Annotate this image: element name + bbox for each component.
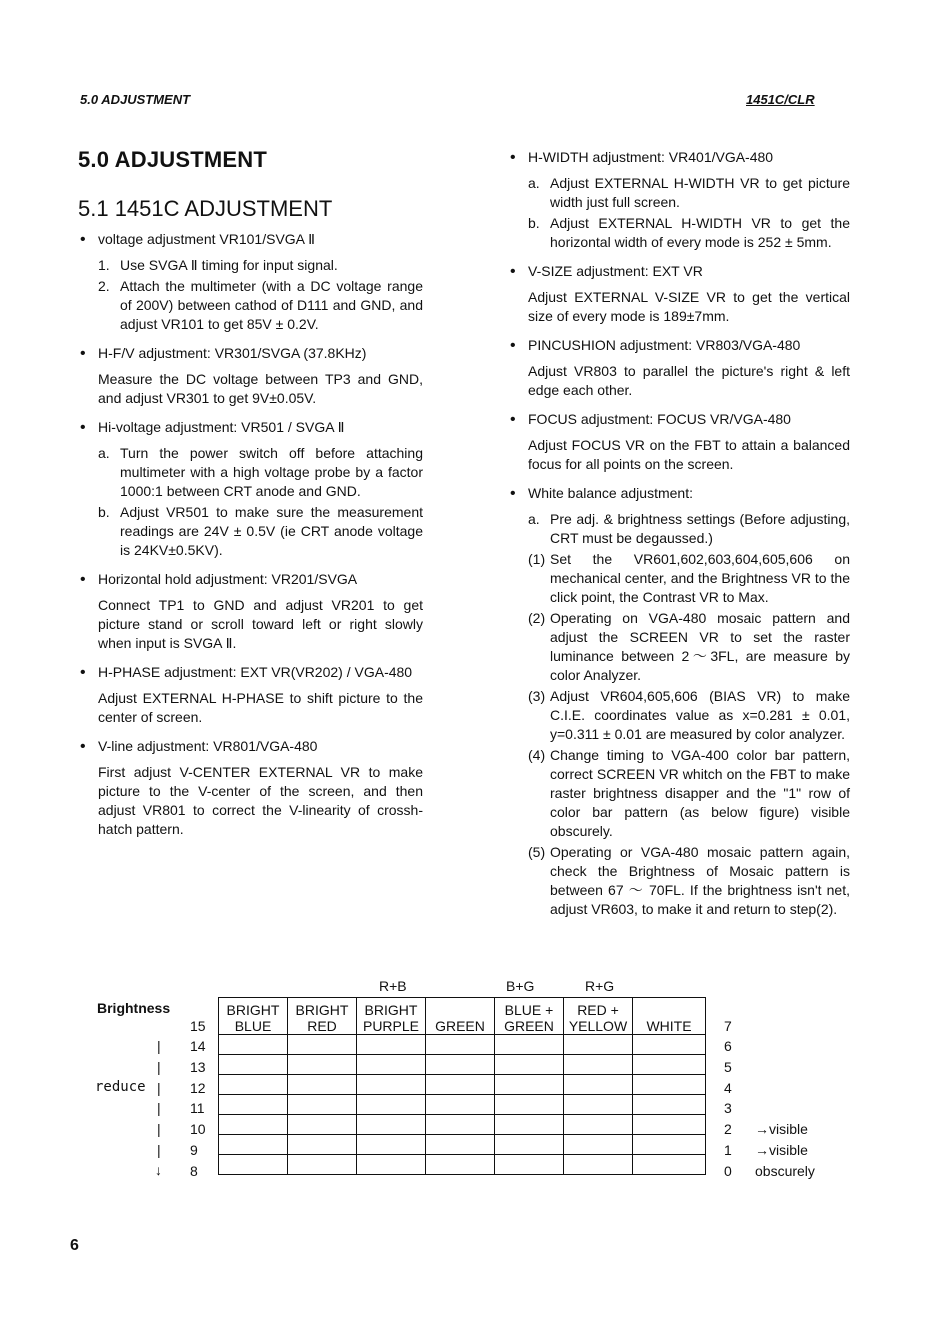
reduce-label: reduce [95,1079,146,1095]
level-number: 10 [190,1121,206,1137]
item-marker: (3) [528,688,546,704]
header-left: 5.0 ADJUSTMENT [80,92,191,107]
reduce-line: | [157,1080,161,1096]
horizontal-hold-text: Connect TP1 to GND and adjust VR201 to get picture stand or scroll toward left or right slowly when input is SVGA Ⅱ. [98,597,423,651]
hfv-text: Measure the DC voltage between TP3 and GND, and adjust VR301 to get 9V±0.05V. [98,371,423,406]
list-item [528,510,850,548]
column-header: BLUE + GREEN [495,998,564,1035]
visibility-note: →visible [755,1142,808,1158]
list-item [528,174,850,212]
page-number: 6 [70,1237,79,1254]
pincushion-title: • PINCUSHION adjustment: VR803/VGA-480 [508,336,850,355]
column-header: WHITE [633,998,706,1035]
list-item [528,609,850,685]
list-item [528,214,850,252]
white-balance-title: • White balance adjustment: [508,484,850,503]
level-number: 1 [724,1142,732,1158]
v-line-title: • V-line adjustment: VR801/VGA-480 [78,737,423,756]
reduce-line: | [157,1059,161,1075]
focus-title: • FOCUS adjustment: FOCUS VR/VGA-480 [508,410,850,429]
item-text: Operating or VGA-480 mosaic pattern again, check the Brightness of Mosaic pattern is between 67 ～ 70FL. If the brightness isn't net, adjust VR603, to make it and return to step(2). [550,844,850,917]
reduce-line: | [157,1121,161,1137]
item-marker: a. [98,445,110,461]
item-marker: a. [528,511,540,527]
table-row [219,1075,706,1095]
item-marker: 1. [98,257,110,273]
hfv-adjustment-title: • H-F/V adjustment: VR301/SVGA (37.8KHz) [78,344,423,363]
visibility-note: →visible [755,1121,808,1137]
brightness-figure [95,978,855,1188]
level-number: 12 [190,1080,206,1096]
subsection-title: 5.1 1451C ADJUSTMENT [78,196,333,221]
right-column [508,148,850,929]
reduce-line: | [157,1100,161,1116]
table-row [219,1055,706,1075]
group-label: R+G [585,978,615,994]
list-item [98,444,423,501]
list-item [98,256,423,275]
left-column [78,147,423,849]
pincushion-text: Adjust VR803 to parallel the picture's right & left edge each other. [528,363,850,398]
item-marker: (5) [528,844,546,860]
item-marker: a. [528,175,540,191]
list-item [528,687,850,744]
focus-text: Adjust FOCUS VR on the FBT to attain a balanced focus for all points on the screen. [528,437,850,472]
down-arrow-icon: ↓ [155,1162,162,1178]
group-label: R+B [379,978,407,994]
column-header: BRIGHT BLUE [219,998,288,1035]
level-number: 11 [190,1100,205,1116]
item-marker: b. [528,215,540,231]
table-row [219,1135,706,1155]
column-header: RED + YELLOW [564,998,633,1035]
item-marker: (4) [528,747,546,763]
color-bar-table [218,997,706,1175]
list-item [528,746,850,841]
table-row [219,1035,706,1055]
voltage-adjustment-title: • voltage adjustment VR101/SVGA Ⅱ [78,230,423,249]
item-marker: (1) [528,551,546,567]
voltage-steps [98,256,423,334]
level-number: 6 [724,1038,732,1054]
level-number: 8 [190,1163,198,1179]
level-number: 2 [724,1121,732,1137]
v-size-title: • V-SIZE adjustment: EXT VR [508,262,850,281]
item-marker: 2. [98,278,110,294]
v-line-text: First adjust V-CENTER EXTERNAL VR to make picture to the V-center of the screen, and then adjust VR801 to correct the V-linearity of crossh-hatch pattern. [98,764,423,837]
item-text: Turn the power switch off before attaching multimeter with a high voltage probe by a factor 1000:1 between CRT anode and GND. [120,445,423,499]
column-header: BRIGHT RED [288,998,357,1035]
v-size-text: Adjust EXTERNAL V-SIZE VR to get the vertical size of every mode is 189±7mm. [528,289,850,324]
item-text: Change timing to VGA-400 color bar pattern, correct SCREEN VR whitch on the FBT to make raster brightness disapper and the "1" row of color bar pattern (as below figure) visible obscurely. [550,747,850,839]
level-number: 3 [724,1100,732,1116]
level-number: 5 [724,1059,732,1075]
reduce-line: | [157,1142,161,1158]
reduce-line: | [157,1038,161,1054]
table-row [219,1155,706,1175]
horizontal-hold-title: • Horizontal hold adjustment: VR201/SVGA [78,570,423,589]
column-header: BRIGHT PURPLE [357,998,426,1035]
visibility-note: obscurely [755,1163,815,1179]
level-number: 4 [724,1080,732,1096]
level-number: 0 [724,1163,732,1179]
list-item [528,843,850,919]
list-item [98,277,423,334]
table-row [219,1095,706,1115]
item-text: Adjust VR501 to make sure the measurement readings are 24V ± 0.5V (ie CRT anode voltage is 24KV±0.5KV). [120,504,423,558]
brightness-label: Brightness [97,1000,171,1016]
h-width-steps [528,174,850,252]
item-text: Use SVGA Ⅱ timing for input signal. [120,257,338,273]
item-text: Adjust VR604,605,606 (BIAS VR) to make C.I.E. coordinates value as x=0.281 ± 0.01, y=0.311 ± 0.01 are measured by color analyzer. [550,688,850,742]
table-row [219,1115,706,1135]
item-text: Pre adj. & brightness settings (Before adjusting, CRT must be degaussed.) [550,511,850,546]
level-number: 7 [724,1018,732,1034]
item-text: Operating on VGA-480 mosaic pattern and adjust the SCREEN VR to set the raster luminance between 2～3FL, are measure by color Analyzer. [550,610,850,683]
level-number: 13 [190,1059,206,1075]
item-text: Attach the multimeter (with a DC voltage range of 200V) between cathod of D111 and GND, and adjust VR101 to get 85V ± 0.2V. [120,278,423,332]
item-text: Adjust EXTERNAL H-WIDTH VR to get picture width just full screen. [550,175,850,210]
item-marker: (2) [528,610,546,626]
list-item [98,503,423,560]
item-marker: b. [98,504,110,520]
item-text: Adjust EXTERNAL H-WIDTH VR to get the horizontal width of every mode is 252 ± 5mm. [550,215,850,250]
hi-voltage-steps [98,444,423,560]
level-number: 14 [190,1038,206,1054]
column-header: GREEN [426,998,495,1035]
hi-voltage-adjustment-title: • Hi-voltage adjustment: VR501 / SVGA Ⅱ [78,418,423,437]
list-item [528,550,850,607]
h-width-title: • H-WIDTH adjustment: VR401/VGA-480 [508,148,850,167]
white-balance-steps [528,510,850,919]
group-label: B+G [506,978,535,994]
table-header-row [219,998,706,1035]
level-number: 9 [190,1142,198,1158]
h-phase-title: • H-PHASE adjustment: EXT VR(VR202) / VGA-480 [78,663,423,682]
section-title: 5.0 ADJUSTMENT [78,147,268,172]
item-text: Set the VR601,602,603,604,605,606 on mechanical center, and the Brightness VR to the click point, the Contrast VR to Max. [550,551,850,605]
header-right: 1451C/CLR [746,92,815,107]
h-phase-text: Adjust EXTERNAL H-PHASE to shift picture to the center of screen. [98,690,423,725]
level-number: 15 [190,1018,206,1034]
